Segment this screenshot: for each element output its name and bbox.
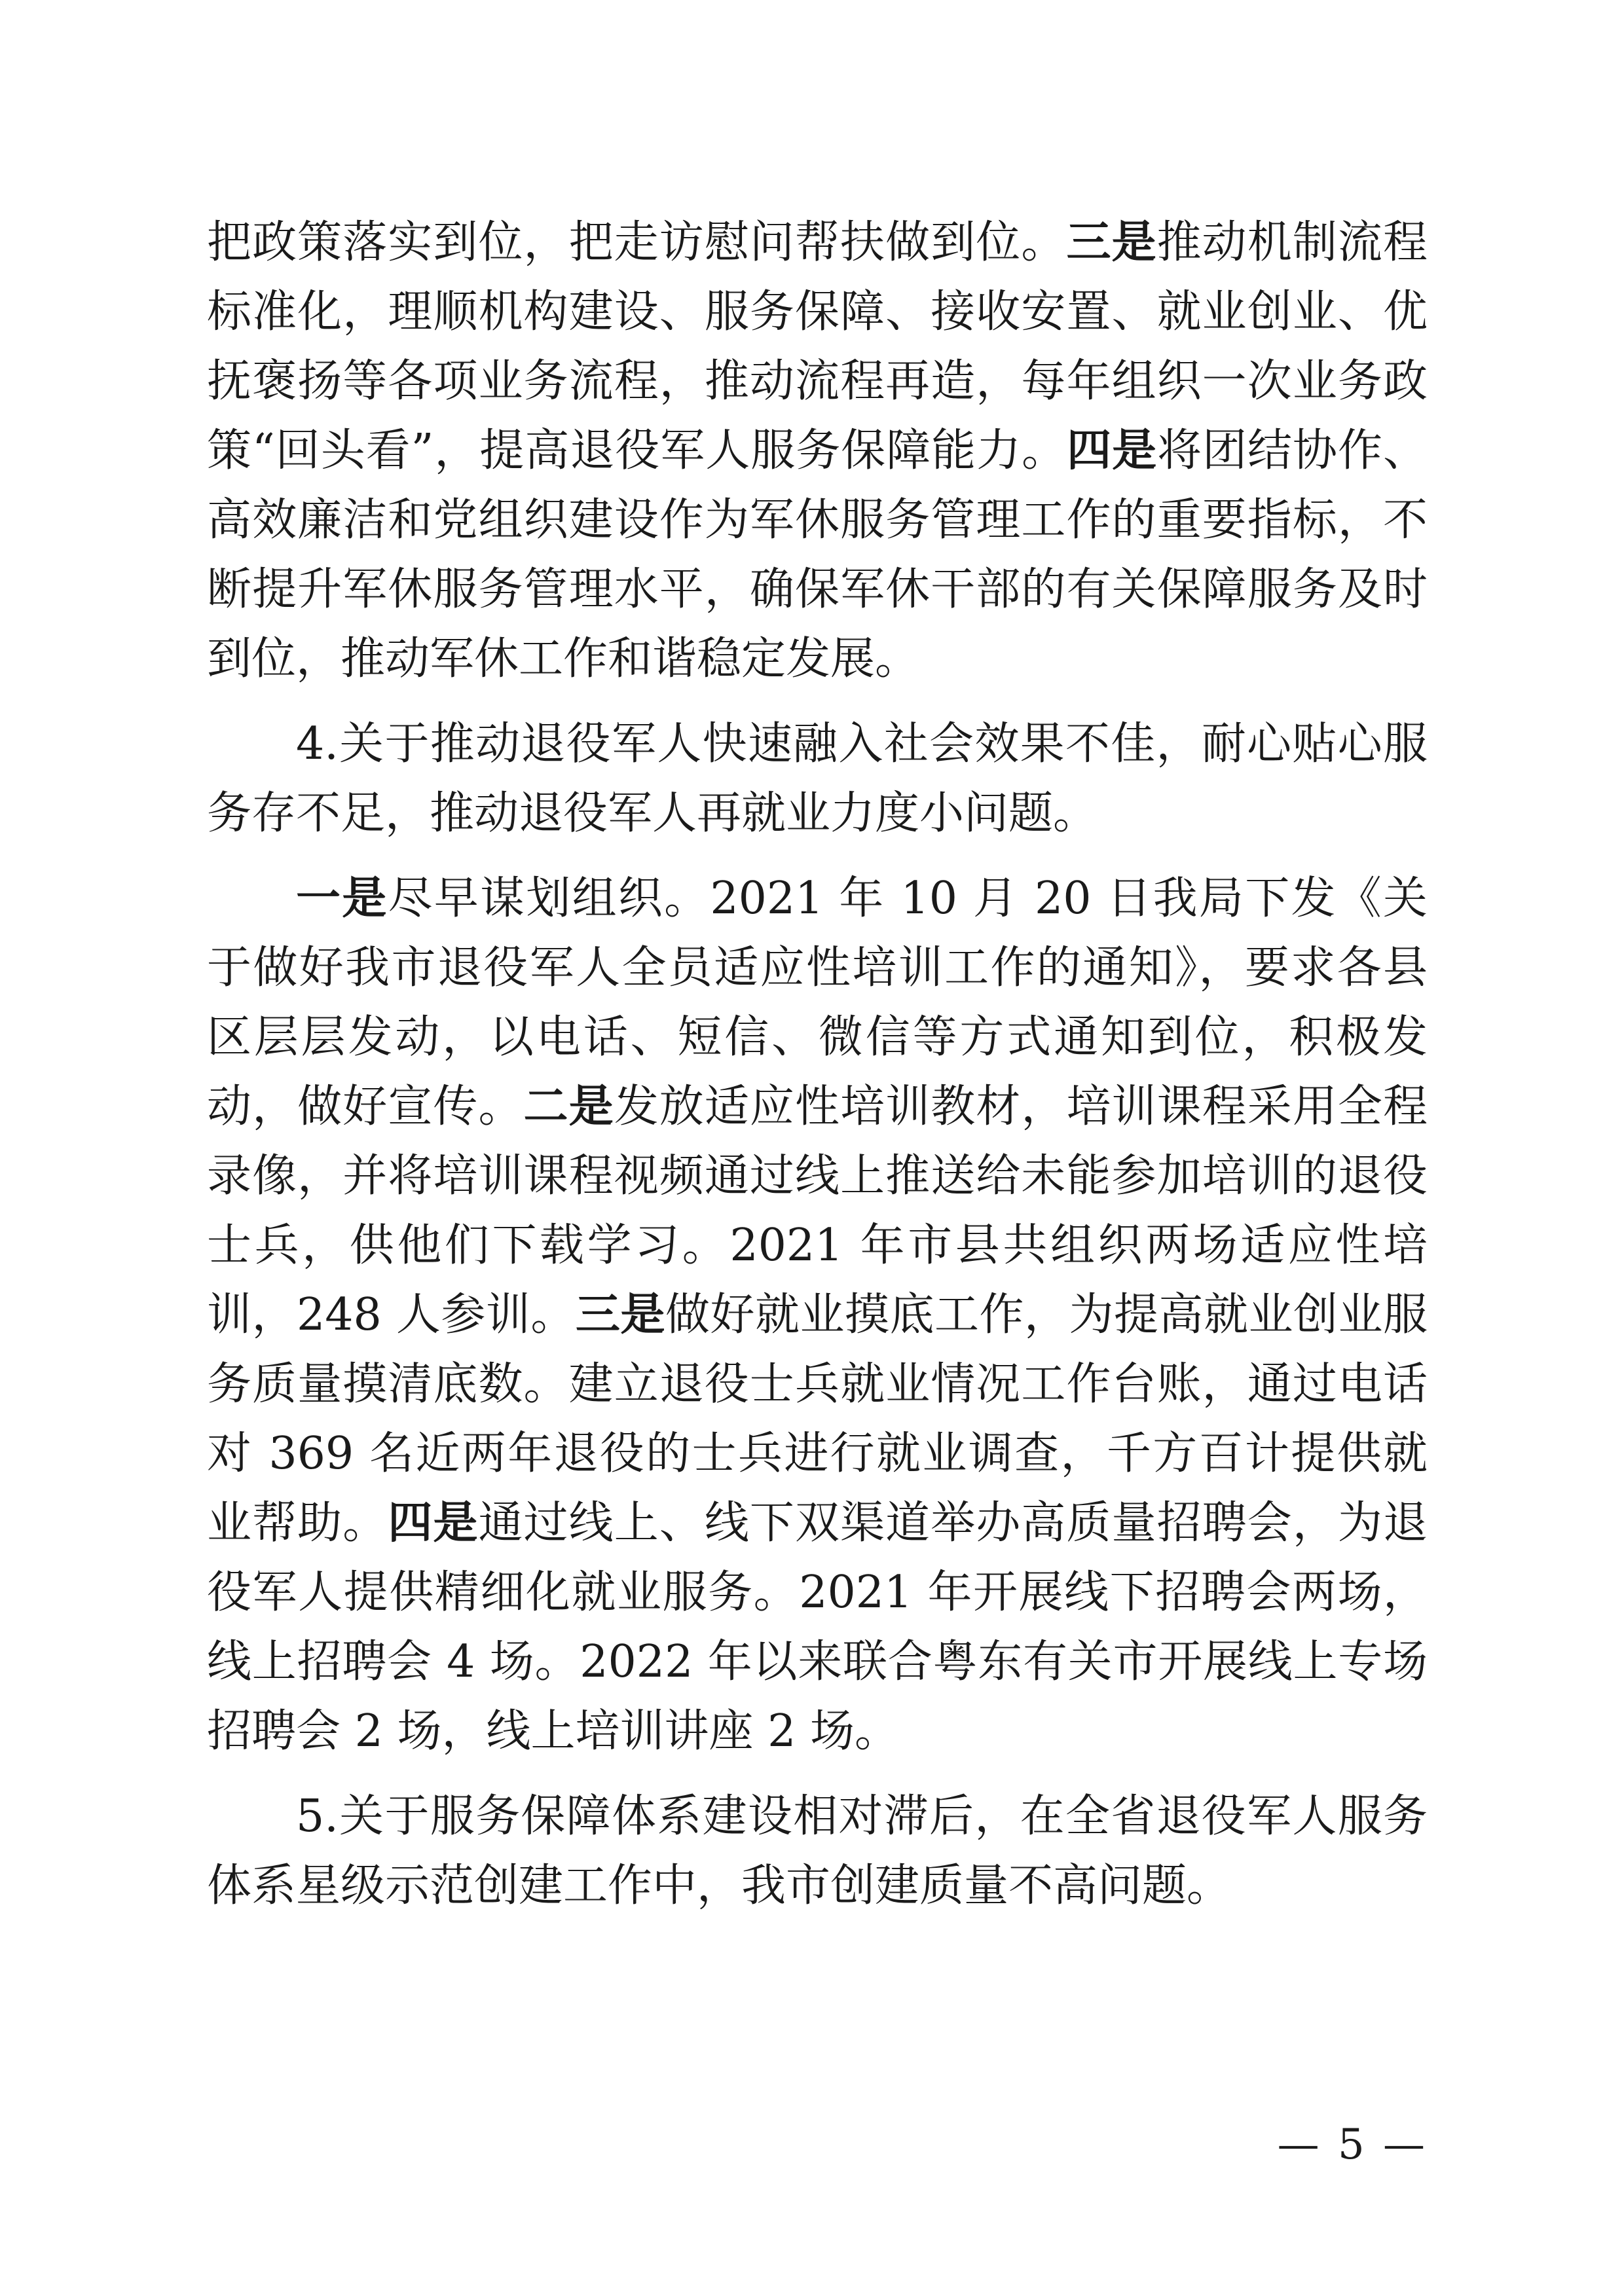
- page-number: — 5 —: [1277, 2121, 1428, 2169]
- paragraph-text: 把政策落实到位，把走访慰问帮扶做到位。: [207, 217, 1067, 268]
- body-text: [207, 208, 1428, 1921]
- paragraph-text: 尽早谋划组织。2021 年 10 月 20 日我局下发《关于做好我市退役军人全员适应性培训工作的通知》，要求各县区层层发动，以电话、短信、微信等方式通知到位，积极发动，做好宣传。: [207, 873, 1428, 1133]
- bold-ordinal-label: 二是: [523, 1081, 614, 1133]
- bold-ordinal-label: 四是: [1067, 425, 1158, 477]
- paragraph: [207, 1782, 1428, 1921]
- bold-ordinal-label: 三是: [575, 1289, 665, 1341]
- paragraph-text: 5.关于服务保障体系建设相对滞后，在全省退役军人服务体系星级示范创建工作中，我市创建质量不高问题。: [207, 1791, 1428, 1912]
- bold-ordinal-label: 三是: [1066, 217, 1157, 268]
- bold-ordinal-label: 一是: [296, 873, 388, 924]
- paragraph-text: 将团结协作、高效廉洁和党组织建设作为军休服务管理工作的重要指标，不断提升军休服务管理水平，确保军休干部的有关保障服务及时到位，推动军休工作和谐稳定发展。: [207, 425, 1428, 685]
- paragraph-text: 发放适应性培训教材，培训课程采用全程录像，并将培训课程视频通过线上推送给未能参加培训的退役士兵，供他们下载学习。2021 年市县共组织两场适应性培训，248 人参训。: [207, 1081, 1428, 1341]
- paragraph: [207, 208, 1428, 694]
- paragraph-text: 通过线上、线下双渠道举办高质量招聘会，为退役军人提供精细化就业服务。2021 年开展线下招聘会两场，线上招聘会 4 场。2022 年以来联合粤东有关市开展线上专场招聘会 2 场，线上培训讲座 2 场。: [207, 1497, 1428, 1757]
- bold-ordinal-label: 四是: [388, 1497, 479, 1549]
- paragraph-text: 4.关于推动退役军人快速融入社会效果不佳，耐心贴心服务存不足，推动退役军人再就业力度小问题。: [207, 718, 1428, 839]
- paragraph: [207, 864, 1428, 1766]
- paragraph-text: 推动机制流程标准化，理顺机构建设、服务保障、接收安置、就业创业、优抚褒扬等各项业务流程，推动流程再造，每年组织一次业务政策“回头看”，提高退役军人服务保障能力。: [207, 217, 1428, 477]
- paragraph-text: 做好就业摸底工作，为提高就业创业服务质量摸清底数。建立退役士兵就业情况工作台账，通过电话对 369 名近两年退役的士兵进行就业调查，千方百计提供就业帮助。: [207, 1289, 1428, 1549]
- paragraph: [207, 710, 1428, 848]
